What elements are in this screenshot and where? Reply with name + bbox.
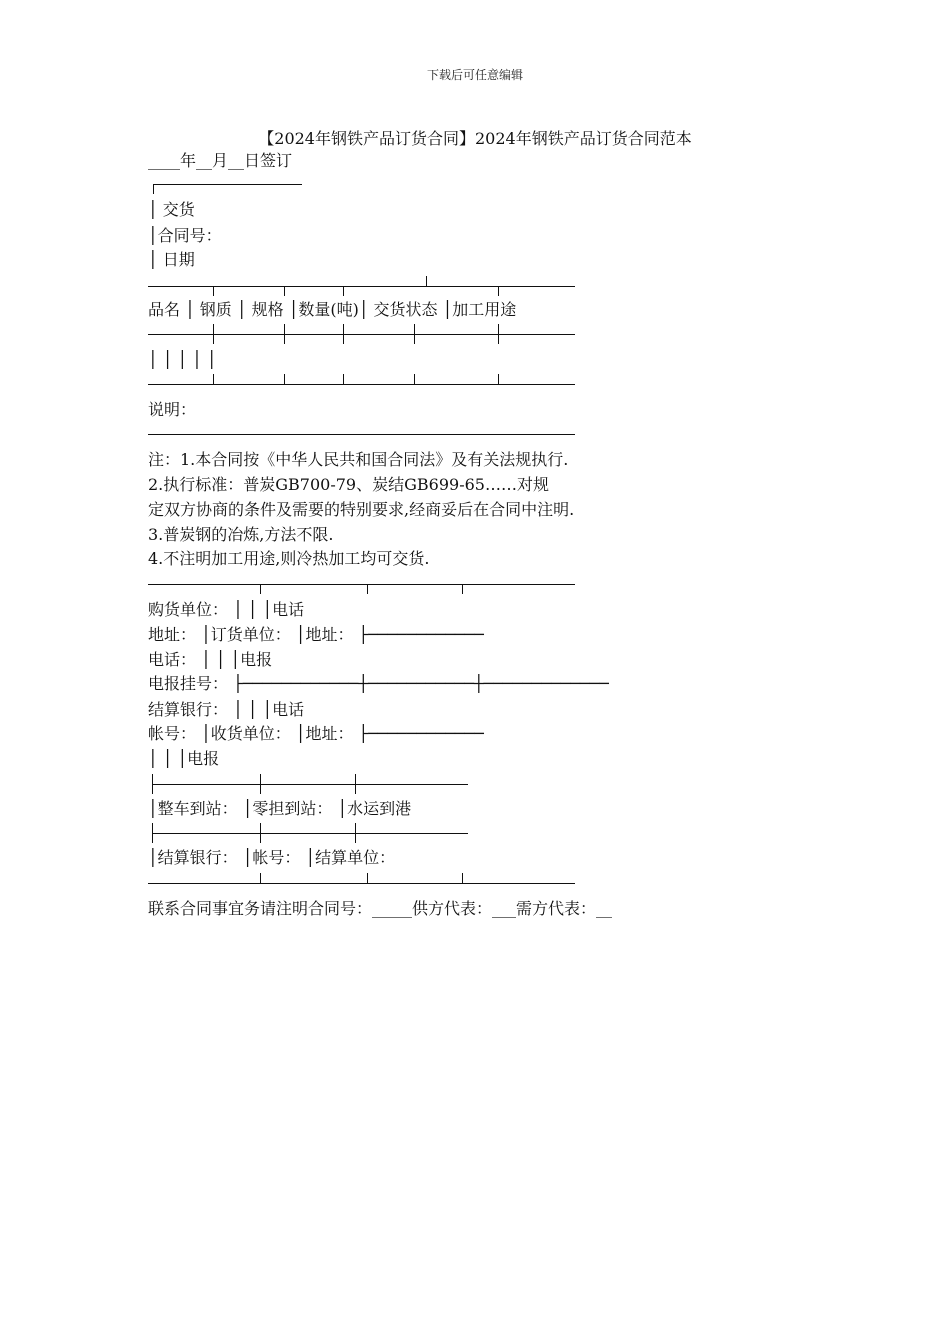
table-tick	[367, 584, 368, 594]
transport-bottom-rule	[148, 883, 575, 884]
transport-top-rule	[152, 784, 468, 785]
contact-line: 联系合同事宜务请注明合同号：_____供方代表：___需方代表：__	[148, 899, 613, 918]
table-tick	[213, 324, 214, 344]
table-tick	[284, 286, 285, 296]
table-tick	[284, 374, 285, 384]
telegram-number-line: 电报挂号： ├────────────┼───────────┼─────────────	[148, 674, 609, 693]
telegram-line: │ │ │电报	[148, 749, 220, 768]
table-tick	[414, 324, 415, 344]
transport-corner	[152, 774, 153, 794]
table-tick	[343, 324, 344, 344]
table-tick	[260, 823, 261, 843]
note-line-4: 3.普炭钢的冶炼,方法不限.	[148, 525, 334, 544]
parties-top-rule	[148, 584, 575, 585]
note-line-2: 2.执行标准：普炭GB700-79、炭结GB699-65……对规	[148, 475, 549, 494]
note-line-3: 定双方协商的条件及需要的特别要求,经商妥后在合同中注明.	[148, 500, 575, 519]
table-tick	[355, 823, 356, 843]
delivery-box-top-rule	[153, 184, 302, 185]
station-line: │整车到站： │零担到站： │水运到港	[148, 799, 412, 818]
notes-rule	[148, 434, 575, 435]
document-title: 【2024年钢铁产品订货合同】2024年钢铁产品订货合同范本	[258, 129, 692, 148]
bank-phone-line: 结算银行： │ │ │电话	[148, 700, 305, 719]
table-tick	[462, 873, 463, 883]
notes-label: 说明：	[148, 400, 197, 419]
delivery-label: │ 交货	[148, 200, 195, 219]
header-note: 下载后可任意编辑	[426, 68, 523, 82]
table-tick	[462, 584, 463, 594]
transport-corner	[152, 823, 153, 843]
table-tick	[260, 873, 261, 883]
address-order-unit-line: 地址： │订货单位： │地址： ├────────────	[148, 625, 484, 644]
table-tick	[343, 374, 344, 384]
sign-date: ____年__月__日签订	[148, 151, 293, 170]
transport-mid-rule	[152, 833, 468, 834]
table-tick	[498, 324, 499, 344]
table-tick	[213, 286, 214, 296]
account-receiver-line: 帐号： │收货单位： │地址： ├────────────	[148, 724, 484, 743]
table-tick	[355, 774, 356, 794]
table-tick	[343, 286, 344, 296]
table-tick	[260, 584, 261, 594]
product-table-empty-row: │ │ │ │ │	[148, 350, 217, 369]
table-tick	[498, 286, 499, 296]
note-line-1: 注：1.本合同按《中华人民共和国合同法》及有关法规执行.	[148, 450, 569, 469]
contract-number-label: │合同号：	[148, 226, 222, 245]
settlement-line: │结算银行： │帐号： │结算单位：	[148, 848, 396, 867]
table-tick	[426, 276, 427, 286]
table-tick	[284, 324, 285, 344]
product-table-header: 品名 │ 钢质 │ 规格 │数量(吨)│ 交货状态 │加工用途	[148, 300, 517, 319]
table-tick	[498, 374, 499, 384]
table-tick	[367, 873, 368, 883]
table-tick	[414, 374, 415, 384]
delivery-box-corner	[153, 184, 154, 194]
table-tick	[213, 374, 214, 384]
date-label: │ 日期	[148, 250, 195, 269]
table-tick	[260, 774, 261, 794]
phone-telegram-line: 电话： │ │ │电报	[148, 650, 273, 669]
product-table-bottom-rule	[148, 384, 575, 385]
note-line-5: 4.不注明加工用途,则冷热加工均可交货.	[148, 549, 430, 568]
buyer-unit-line: 购货单位： │ │ │电话	[148, 600, 305, 619]
